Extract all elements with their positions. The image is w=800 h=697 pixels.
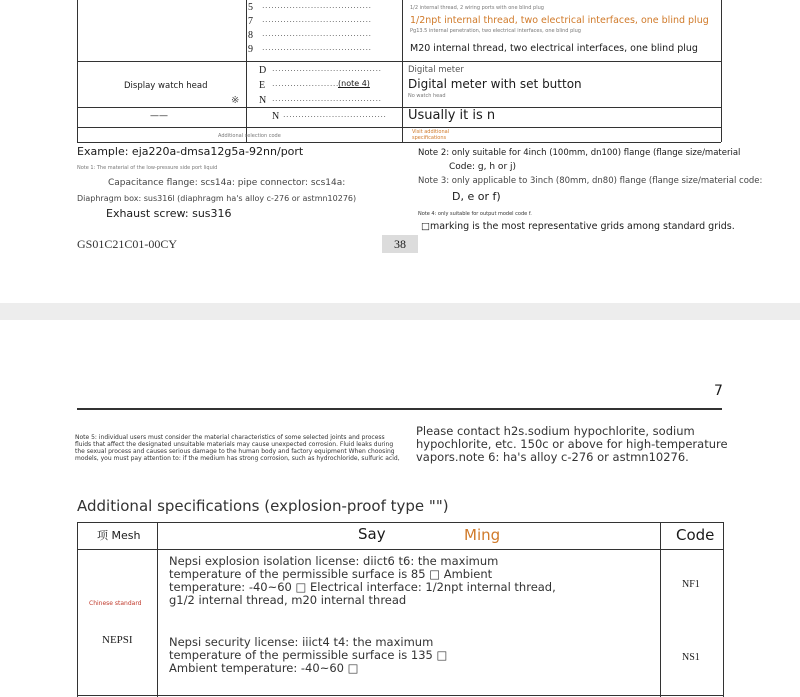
table-border xyxy=(660,522,661,697)
display-code: N xyxy=(259,95,267,106)
table-rule xyxy=(77,549,723,550)
table-border-left xyxy=(77,0,78,142)
note-2-code: Code: g, h or j) xyxy=(449,162,517,172)
header-rule xyxy=(77,408,722,410)
display-code: D xyxy=(259,65,267,76)
table-rule xyxy=(77,522,723,523)
ns1-description: Nepsi security license: iiict4 t4: the maximum temperature of the permissible surface is 135 □ Ambient temperature: -40~60 □ xyxy=(169,635,448,675)
code-dots: .................................... xyxy=(262,29,372,38)
note-1: Note 1: The material of the low-pressure side port liquid xyxy=(77,165,218,171)
code-desc: 1/2 internal thread, 2 wiring ports with one blind plug xyxy=(410,5,544,11)
chinese-standard-label: Chinese standard xyxy=(89,600,142,607)
note-4: Note 4: only suitable for output model code f. xyxy=(418,211,532,217)
additional-selection-desc: Visit additional specifications xyxy=(412,129,450,141)
table-rule xyxy=(77,127,721,128)
code-dots: .................................... xyxy=(262,1,372,10)
code-number: 5 xyxy=(248,2,253,13)
document-page-38 xyxy=(0,0,800,303)
contact-note: Please contact h2s.sodium hypochlorite, sodium hypochlorite, etc. 150c or above for high-temperature vapors.note 6: ha's alloy c-276 or astmn10276. xyxy=(416,424,728,464)
diaphragm-box: Diaphragm box: sus316l (diaphragm ha's alloy c-276 or astmn10276) xyxy=(77,194,357,203)
last-row-dash: —— xyxy=(150,111,168,121)
note-4-ref: (note 4) xyxy=(338,79,370,88)
last-row-desc: Usually it is n xyxy=(408,108,496,123)
code-dots: .................................... xyxy=(262,15,372,24)
last-row-dots: .................................. xyxy=(283,110,387,119)
table-rule xyxy=(77,142,721,143)
code-desc: M20 internal thread, two electrical interfaces, one blind plug xyxy=(410,43,698,54)
table-border-inner xyxy=(246,0,247,142)
table-border xyxy=(157,522,158,697)
additional-selection-label: Additional selection code xyxy=(218,133,281,139)
code-number: 8 xyxy=(248,30,253,41)
nf1-description: Nepsi explosion isolation license: diict6 t6: the maximum temperature of the permissible surface is 85 □ Ambient temperature: -40~60 □ Electrical interface: 1/2npt internal thread, g1/2 internal thread, m20 internal thread xyxy=(169,554,556,607)
exhaust-screw: Exhaust screw: sus316 xyxy=(106,207,232,220)
table-border-right xyxy=(721,0,722,142)
col-header-desc-b: Ming xyxy=(464,526,501,544)
example-code: Example: eja220a-dmsa12g5a-92nn/port xyxy=(77,145,304,158)
last-row-code: N xyxy=(272,111,280,122)
table-border-right xyxy=(723,522,724,697)
code-desc: 1/2npt internal thread, two electrical interfaces, one blind plug xyxy=(410,15,709,26)
display-desc-small: No watch head xyxy=(408,93,446,99)
display-code-dots: .................................... xyxy=(272,64,382,73)
col-header-item: 项 Mesh xyxy=(97,529,141,542)
code-dots: .................................... xyxy=(262,43,372,52)
code-number: 7 xyxy=(248,16,253,27)
col-header-code: Code xyxy=(676,526,715,544)
note-2: Note 2: only suitable for 4inch (100mm, dn100) flange (flange size/material xyxy=(418,148,741,158)
table-rule xyxy=(77,61,721,62)
table-rule xyxy=(77,107,721,108)
document-id: GS01C21C01-00CY xyxy=(77,237,178,251)
display-desc-small: Digital meter xyxy=(408,65,464,75)
document-page-7 xyxy=(0,320,800,697)
code-number: 9 xyxy=(248,44,253,55)
display-watch-head-label: Display watch head xyxy=(124,81,208,91)
capacitance-flange: Capacitance flange: scs14a: pipe connector: scs14a: xyxy=(108,178,346,188)
nepsi-label: NEPSI xyxy=(102,634,133,646)
note-3: Note 3: only applicable to 3inch (80mm, dn80) flange (flange size/material code: xyxy=(418,176,763,186)
display-code-dots: .................................... xyxy=(272,94,382,103)
display-code: E xyxy=(259,80,266,91)
note-3-code: D, e or f) xyxy=(452,190,501,203)
table-rule xyxy=(77,695,723,696)
note-5: Note 5: individual users must consider the material characteristics of some selected joints and process fluids that affect the designated unsuitable materials may cause unexpected corrosion. Fluid leaks during the sexual process and causes serious damage to the human body and factory equipment When choosing models, you must pay attention to: if the medium has strong corrosion, such as hydrochloride, sulfuric acid, xyxy=(75,434,400,462)
marking-note: □marking is the most representative grids among standard grids. xyxy=(421,221,735,232)
display-desc: Digital meter with set button xyxy=(408,77,582,91)
table-border-left xyxy=(77,522,78,697)
display-code-dots: ...................... xyxy=(272,79,339,88)
col-header-desc-a: Say xyxy=(358,525,386,543)
code-desc: Pg13.5 internal penetration, two electrical interfaces, one blind plug xyxy=(410,28,581,34)
nf1-code: NF1 xyxy=(682,579,700,590)
table-border-desc xyxy=(402,0,403,142)
ns1-code: NS1 xyxy=(682,652,700,663)
default-mark: ※ xyxy=(231,95,240,106)
page-number: 7 xyxy=(714,383,723,399)
section-title: Additional specifications (explosion-proof type "") xyxy=(77,497,449,515)
page-number: 38 xyxy=(382,235,418,253)
